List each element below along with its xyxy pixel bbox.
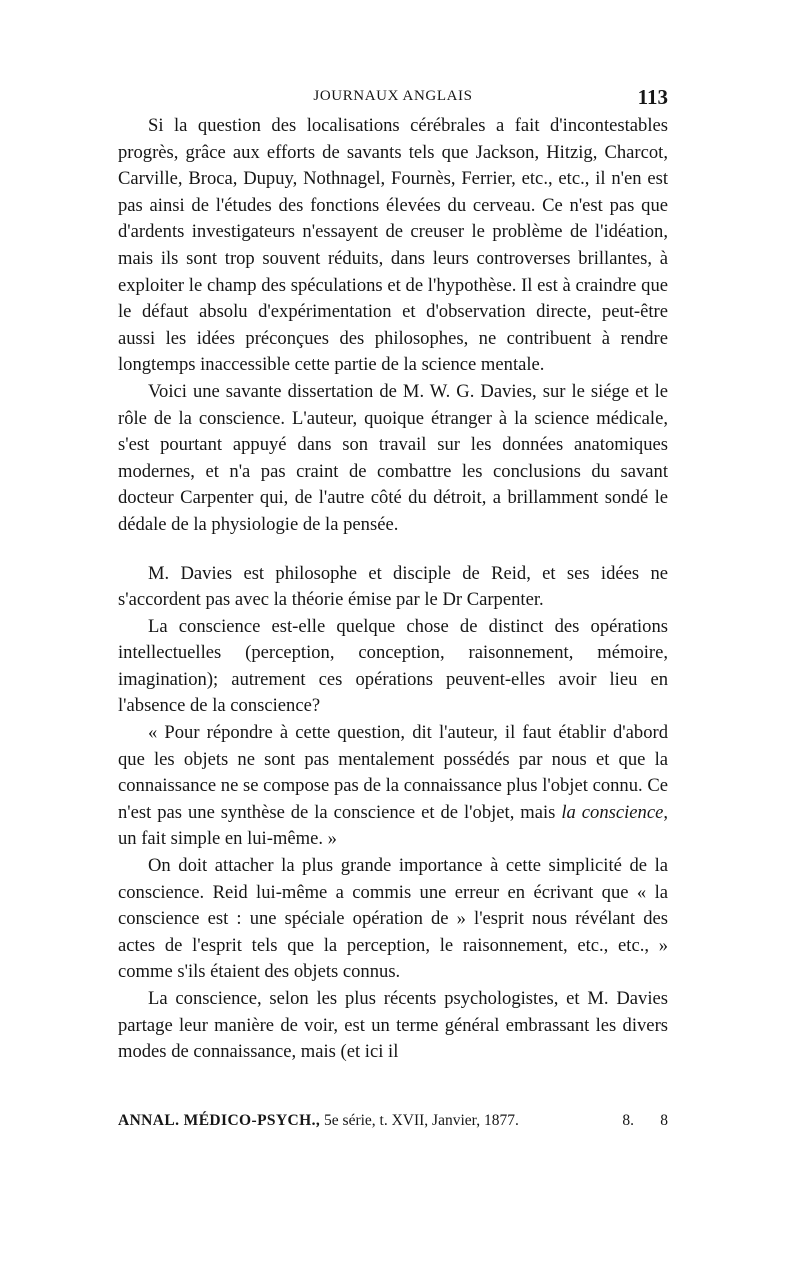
- emphasized-term: la conscience: [561, 801, 664, 823]
- paragraph-simplicite: On doit attacher la plus grande importance à cette simplicité de la conscience. Reid lui-même a commis une erreur en écrivant que « la conscience est : une spéciale opération de » l'esprit nous révélant des actes de l'esprit tels que la perception, le raisonnement, etc., etc., » comme s'ils étaient des objets connus.: [118, 855, 668, 983]
- journal-abbreviation: ANNAL. MÉDICO-PSYCH.,: [118, 1112, 321, 1129]
- page-footer: [118, 1112, 668, 1138]
- paragraph-quotation: [118, 720, 668, 853]
- series-info: 5e série, t. XVII, Janvier, 1877.: [324, 1112, 519, 1129]
- body-text: [118, 113, 668, 1066]
- paragraph-davies-reid: M. Davies est philosophe et disciple de Reid, et ses idées ne s'accordent pas avec la théorie émise par le Dr Carpenter.: [118, 562, 668, 611]
- paragraph-davies-dissertation: Voici une savante dissertation de M. W. G. Davies, sur le siége et le rôle de la conscience. L'auteur, quoique étranger à la science médicale, s'est pourtant appuyé dans son travail sur les données anatomiques modernes, et n'a pas craint de combattre les conclusions du savant docteur Carpenter qui, de l'autre côté du détroit, a brillamment sondé le dédale de la physiologie de la pensée.: [118, 380, 668, 535]
- paragraph-conscience-question: La conscience est-elle quelque chose de distinct des opérations intellectuelles (perception, conception, raisonnement, mémoire, imagination); autrement ces opérations peuvent-elles avoir lieu en l'absence de la conscience?: [118, 615, 668, 717]
- signature-mark: 8.: [622, 1112, 634, 1129]
- quotation-text-end: , un fait simple en lui-même. »: [118, 801, 668, 850]
- running-title: JOURNAUX ANGLAIS: [313, 88, 473, 104]
- signature-number: 8: [660, 1112, 668, 1129]
- paragraph-localisations: Si la question des localisations cérébrales a fait d'incontestables progrès, grâce aux efforts de savants tels que Jackson, Hitzig, Charcot, Carville, Broca, Dupuy, Nothnagel, Fournès, Ferrier, etc., etc., il n'en est pas ainsi de l'études des fonctions élevées du cerveau. Ce n'est pas que d'ardents investigateurs n'essayent de creuser le problème de l'idéation, mais ils sont trop souvent réduits, dans leurs controverses brillantes, à exploiter le champ des spéculations et de l'hypothèse. Il est à craindre que le défaut absolu d'expérimentation et d'observation directe, peut-être aussi les idées préconçues des philosophes, ne contribuent à rendre longtemps inaccessible cette partie de la science mentale.: [118, 115, 668, 376]
- paragraph-psychologistes: La conscience, selon les plus récents psychologistes, et M. Davies partage leur manière de voir, est un terme général embrassant les divers modes de connaissance, mais (et ici il: [118, 988, 668, 1063]
- quotation-text: « Pour répondre à cette question, dit l'auteur, il faut établir d'abord que les objets ne sont pas mentalement possédés par nous et que la connaissance ne se compose pas de la connaissance plus l'objet connu. Ce n'est pas une synthèse de la conscience et de l'objet, mais: [118, 722, 668, 823]
- page-number: 113: [637, 85, 668, 109]
